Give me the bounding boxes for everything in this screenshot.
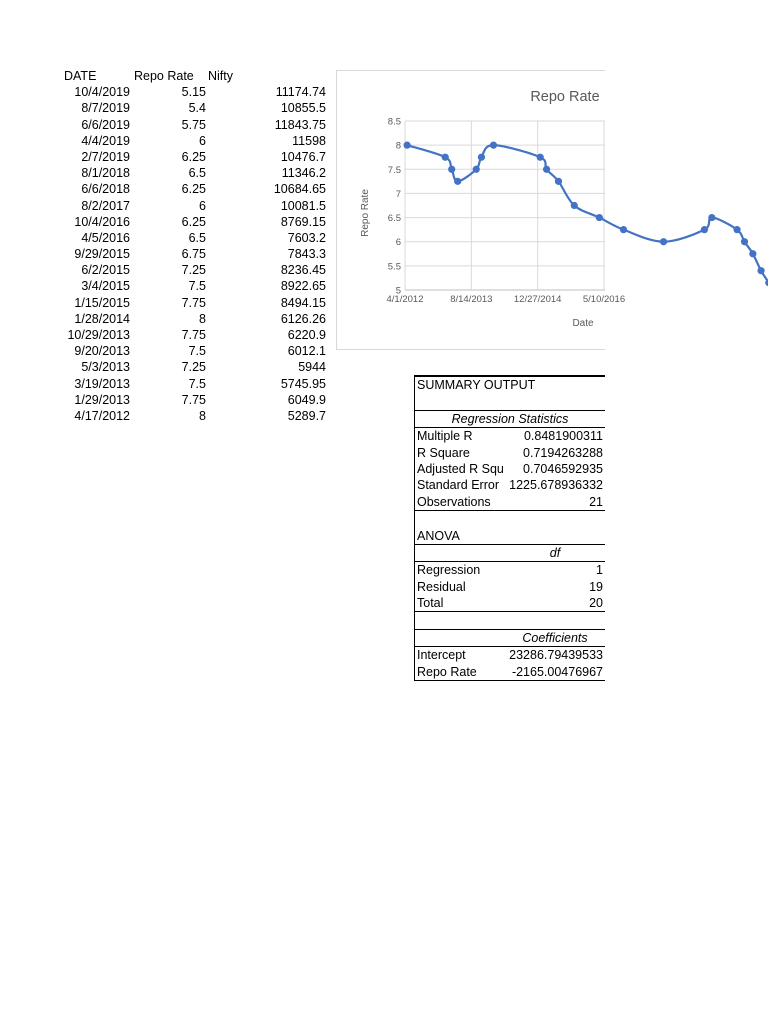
cell-date: 5/3/2013 [81,360,130,375]
x-tick-label: 5/10/2016 [582,294,626,305]
cell-date: 6/6/2018 [81,182,130,197]
summary-label: Adjusted R Squ [417,461,504,476]
summary-row [415,428,605,444]
summary-row [415,477,605,493]
header-repo-rate: Repo Rate [134,69,194,83]
cell-nifty: 8236.45 [280,263,326,278]
cell-date: 2/7/2019 [81,149,130,164]
summary-value: 21 [589,494,603,509]
table-row [58,165,338,181]
table-row [58,246,338,262]
summary-label: Multiple R [417,429,473,444]
summary-row [415,445,605,461]
cell-repo-rate: 7.25 [181,263,206,278]
cell-date: 6/6/2019 [81,117,130,132]
summary-row [415,595,605,612]
summary-row [415,579,605,595]
data-point [708,214,715,221]
y-tick-label: 7 [395,188,401,200]
blank-row [415,511,605,527]
summary-value: 0.7046592935 [523,461,603,476]
cell-repo-rate: 7.75 [181,295,206,310]
cell-nifty: 7603.2 [287,230,326,245]
blank-row [415,612,605,628]
data-point [660,238,667,245]
cell-repo-rate: 6.5 [188,166,206,181]
cell-repo-rate: 7.5 [188,344,206,359]
x-tick-label: 4/1/2012 [386,294,424,305]
table-row [58,84,338,100]
cell-repo-rate: 6.25 [181,214,206,229]
data-point [620,226,627,233]
cell-nifty: 11174.74 [275,85,326,100]
anova-header-row [415,544,605,562]
cell-date: 4/17/2012 [74,408,130,423]
x-axis-title: Date [572,318,594,329]
y-tick-label: 7.5 [387,164,401,176]
cell-date: 9/29/2015 [74,247,130,262]
summary-row [415,461,605,477]
data-point [571,202,578,209]
repo-rate-chart[interactable] [336,70,626,350]
cell-repo-rate: 8 [199,311,206,326]
cell-nifty: 7843.3 [287,247,326,262]
summary-label: R Square [417,445,470,460]
cell-date: 6/2/2015 [81,263,130,278]
anova-title: ANOVA [417,528,460,543]
cell-repo-rate: 7.5 [188,279,206,294]
table-row [58,181,338,197]
cell-date: 10/4/2019 [74,85,130,100]
cell-date: 4/4/2019 [81,133,130,148]
cell-nifty: 8922.65 [280,279,326,294]
summary-value: 1225.678936332 [509,478,603,493]
regression-stats-header: Regression Statistics [415,410,605,428]
summary-value: -2165.00476967 [511,664,603,679]
summary-label: Regression [417,563,481,578]
cell-repo-rate: 7.25 [181,360,206,375]
anova-table [415,562,605,612]
y-tick-label: 8 [395,140,401,152]
data-point [596,214,603,221]
series-line-repo-rate [407,145,768,283]
summary-row [415,647,605,663]
cell-repo-rate: 8 [199,408,206,423]
cell-repo-rate: 6.5 [188,230,206,245]
table-row [58,214,338,230]
cell-nifty: 10855.5 [280,101,326,116]
cell-repo-rate: 6 [199,198,206,213]
table-body [58,84,338,424]
cell-nifty: 5944 [298,360,326,375]
y-tick-label: 5 [395,285,401,297]
table-row [58,278,338,294]
cell-repo-rate: 6.25 [181,149,206,164]
cell-nifty: 11598 [292,133,326,148]
cell-nifty: 11346.2 [281,166,326,181]
summary-label: Residual [417,579,466,594]
table-row [58,327,338,343]
cell-repo-rate: 5.4 [188,101,206,116]
y-tick-label: 8.5 [387,116,401,128]
table-row [58,376,338,392]
cell-date: 10/29/2013 [67,328,130,342]
cell-nifty: 5745.95 [280,376,326,391]
table-row [58,133,338,149]
table-row [58,295,338,311]
cell-repo-rate: 6 [199,133,206,148]
data-point [478,154,485,161]
data-point [473,166,480,173]
y-tick-label: 6.5 [387,213,401,225]
data-point [555,178,562,185]
cell-nifty: 6126.26 [280,311,326,326]
summary-row [415,494,605,511]
coefficients-table [415,647,605,681]
regression-stats [415,428,605,511]
data-point [404,142,411,149]
x-tick-label: 8/14/2013 [450,294,493,305]
data-point [733,226,740,233]
table-row [58,117,338,133]
table-row [58,359,338,375]
table-row [58,149,338,165]
summary-value: 20 [589,596,603,611]
data-point [701,226,708,233]
anova-title-row [415,528,605,544]
series-points [404,142,768,287]
cell-date: 4/5/2016 [81,230,130,245]
summary-value: 1 [596,563,603,578]
df-header: df [549,545,561,560]
table-row [58,198,338,214]
y-tick-label: 6 [395,237,401,249]
chart-title: Repo Rate [530,89,600,105]
summary-label: Total [417,596,444,611]
chart-canvas [337,71,626,349]
cell-nifty: 5289.7 [287,408,326,423]
data-point [448,166,455,173]
data-point [537,154,544,161]
cell-date: 1/15/2015 [74,295,130,310]
table-row [58,100,338,116]
cell-nifty: 10684.65 [273,182,326,197]
summary-row [415,562,605,578]
cell-date: 8/1/2018 [81,166,130,181]
summary-row [415,664,605,681]
summary-label: Standard Error [417,478,499,493]
data-point [454,178,461,185]
table-row [58,230,338,246]
data-table [58,68,338,424]
coefficients-header: Coefficients [522,630,588,645]
cell-repo-rate: 7.5 [188,376,206,391]
cell-nifty: 6220.9 [287,328,326,342]
cell-nifty: 8769.15 [280,214,326,229]
cell-date: 1/28/2014 [74,311,130,326]
cell-repo-rate: 7.75 [181,392,206,407]
header-nifty: Nifty [208,69,233,83]
data-point [757,267,764,274]
summary-value: 0.8481900311 [523,429,603,444]
table-row [58,392,338,408]
x-tick-label: 12/27/2014 [513,294,562,305]
summary-value: 0.7194263288 [523,445,603,460]
cell-nifty: 11843.75 [274,117,326,132]
cell-repo-rate: 5.15 [181,85,206,100]
data-point [749,250,756,257]
summary-title: SUMMARY OUTPUT [417,378,536,392]
cell-date: 3/19/2013 [74,376,130,391]
cell-date: 1/29/2013 [74,392,130,407]
table-header-row [58,68,338,84]
blank-row [415,393,605,409]
cell-date: 8/2/2017 [81,198,130,213]
cell-date: 3/4/2015 [81,279,130,294]
data-point [490,142,497,149]
cell-repo-rate: 6.75 [181,247,206,262]
header-date: DATE [64,69,97,83]
y-tick-label: 5.5 [387,261,401,273]
cell-repo-rate: 6.25 [181,182,206,197]
y-axis-title: Repo Rate [360,189,371,237]
cell-nifty: 10081.5 [280,198,326,213]
summary-value: 19 [589,579,603,594]
cell-nifty: 10476.7 [280,149,326,164]
table-row [58,262,338,278]
data-point [741,238,748,245]
cell-date: 8/7/2019 [81,101,130,116]
cell-date: 10/4/2016 [74,214,130,229]
data-point [442,154,449,161]
summary-value: 23286.79439533 [509,648,603,663]
data-point [543,166,550,173]
summary-label: Repo Rate [417,664,477,679]
table-row [58,343,338,359]
cell-nifty: 8494.15 [280,295,326,310]
summary-label: Observations [417,494,491,509]
cell-date: 9/20/2013 [74,344,130,359]
summary-title-row [415,377,605,393]
cell-nifty: 6049.9 [287,392,326,407]
table-row [58,408,338,424]
table-row [58,311,338,327]
cell-repo-rate: 7.75 [181,328,206,342]
summary-label: Intercept [417,648,466,663]
summary-output [414,375,605,681]
cell-repo-rate: 5.75 [181,117,206,132]
coef-header-row [415,629,605,647]
cell-nifty: 6012.1 [287,344,326,359]
